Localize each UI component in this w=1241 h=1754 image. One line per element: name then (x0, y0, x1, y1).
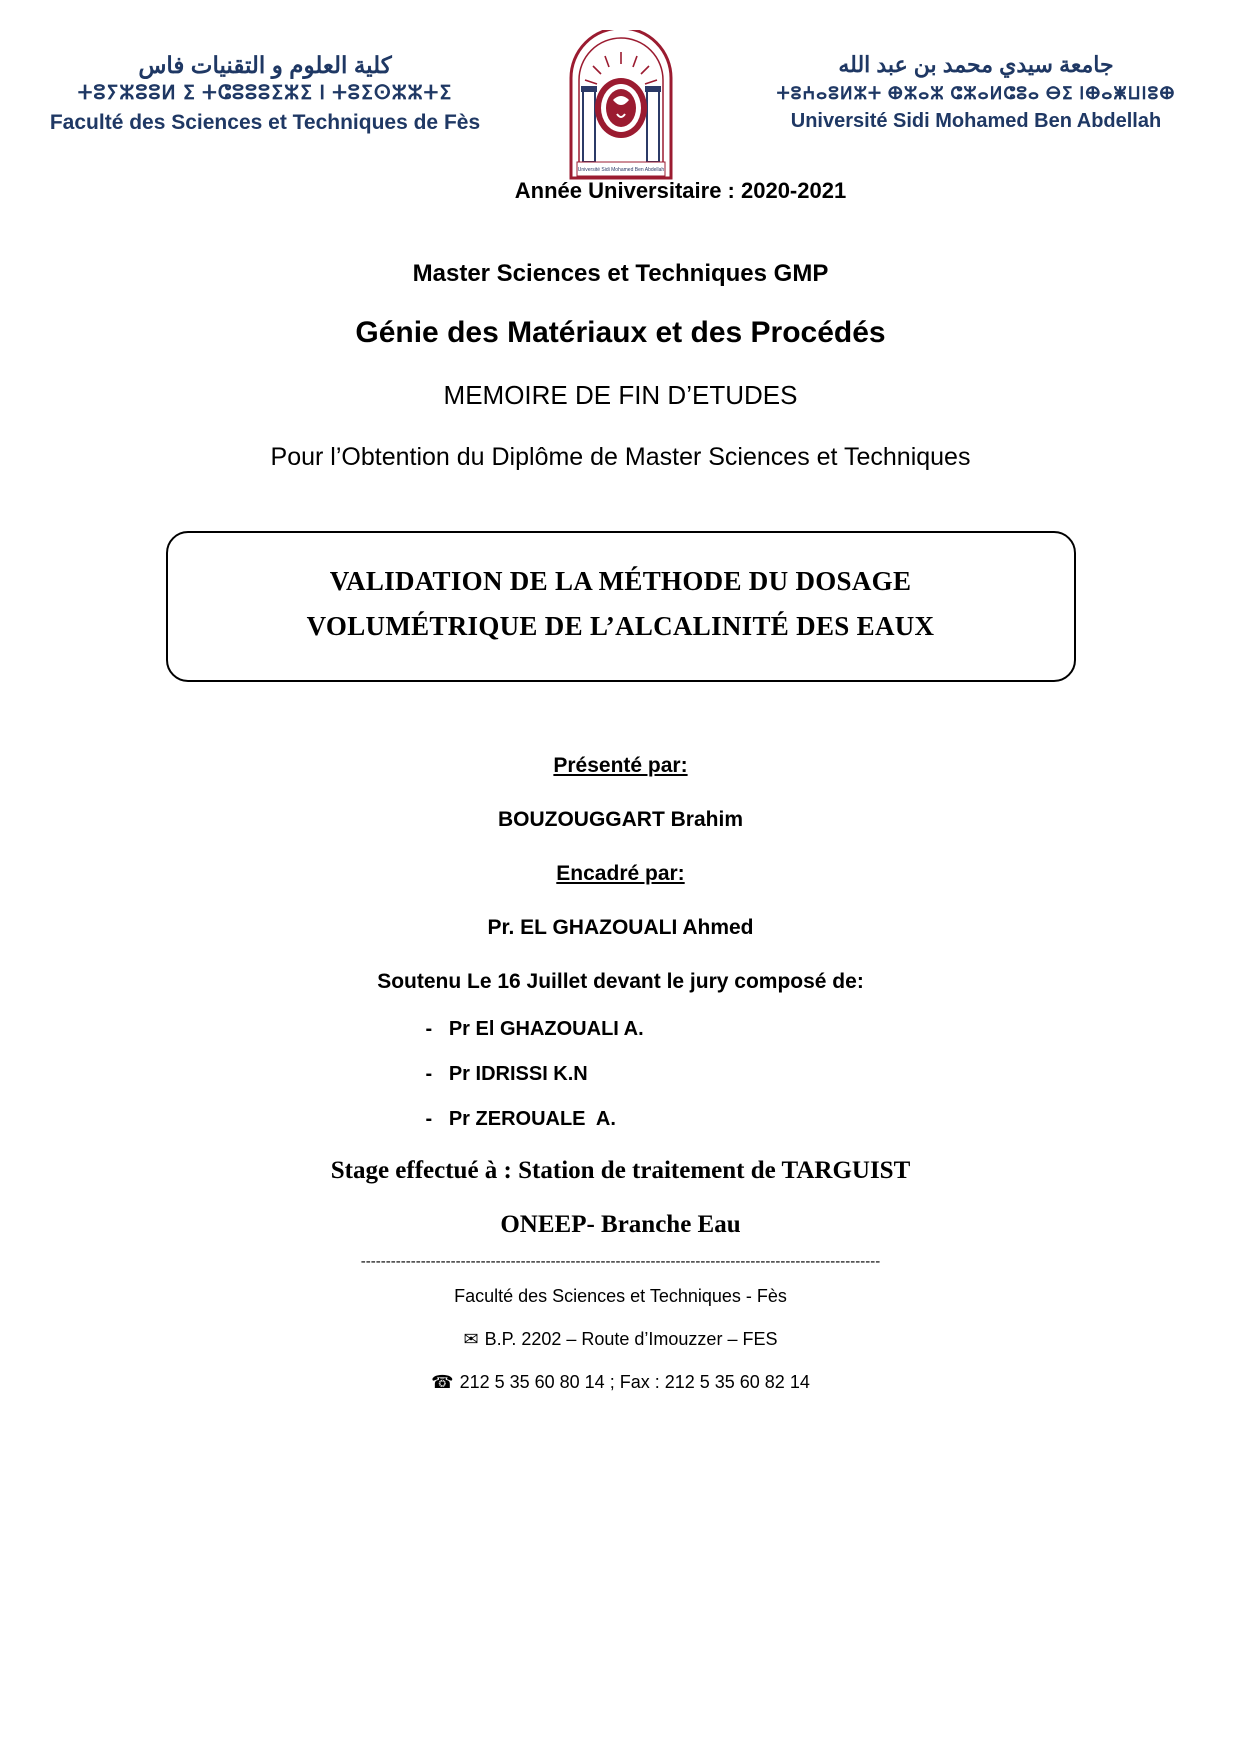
document-type-line: MEMOIRE DE FIN D’ETUDES (443, 380, 798, 410)
internship-location: Stage effectué à : Station de traitement de TARGUIST (330, 1157, 911, 1185)
author-name: BOUZOUGGART Brahim (497, 808, 743, 832)
thesis-title-line-2: VOLUMÉTRIQUE DE L’ALCALINITÉ DES EAUX (306, 611, 935, 642)
specialty-line: Génie des Matériaux et des Procédés (355, 316, 886, 349)
jury-list (386, 1018, 856, 1131)
supervisor-name: Pr. EL GHAZOUALI Ahmed (487, 916, 754, 940)
internship-organization: ONEEP- Branche Eau (500, 1211, 741, 1239)
thesis-title-box (166, 531, 1076, 683)
university-seal-logo (546, 24, 696, 180)
footer-divider: -------------------------------------------------------------------------------------------------------- (360, 1253, 881, 1271)
supervised-by-label: Encadré par: (556, 862, 685, 886)
footer-address-text: B.P. 2202 – Route d’Imouzzer – FES (484, 1329, 778, 1350)
faculty-name-tifinagh: ⵜⵓⵢⵣⵓⵓⵍ ⵉ ⵜⵛⵓⵓⵓⵉⵣⵉ ⵏ ⵜⵓⵉⵙⵣⵣⵜⵉ (77, 83, 453, 105)
presented-by-label: Présenté par: (553, 754, 688, 778)
authorship-block (0, 754, 1241, 1131)
university-name-french: Université Sidi Mohamed Ben Abdellah (790, 110, 1162, 133)
jury-member: - Pr ZEROUALE A. (425, 1108, 616, 1131)
footer-phone-line (0, 1372, 1241, 1393)
faculty-name-french: Faculté des Sciences et Techniques de Fès (49, 110, 481, 134)
faculty-name-arabic: كلية العلوم و التقنيات فاس (138, 52, 392, 78)
defense-line: Soutenu Le 16 Juillet devant le jury composé de: (377, 970, 864, 994)
jury-member: - Pr IDRISSI K.N (425, 1063, 588, 1086)
page-header (0, 0, 1241, 173)
program-block (0, 260, 1241, 477)
mail-icon: ✉ (463, 1329, 479, 1350)
svg-text:Université Sidi Mohamed Ben Ab: Université Sidi Mohamed Ben Abdellah (577, 167, 664, 173)
university-identity-block (741, 24, 1211, 136)
university-seal-svg (551, 30, 691, 180)
footer-address-line (0, 1329, 1241, 1350)
thesis-title-line-1: VALIDATION DE LA MÉTHODE DU DOSAGE (329, 565, 912, 596)
footer-phone-text: 212 5 35 60 80 14 ; Fax : 212 5 35 60 82 14 (459, 1372, 810, 1393)
faculty-identity-block (30, 24, 500, 137)
academic-year: Année Universitaire : 2020-2021 (514, 178, 847, 203)
page-footer (0, 1286, 1241, 1393)
internship-block (0, 1157, 1241, 1239)
purpose-line: Pour l’Obtention du Diplôme de Master Sciences et Techniques (270, 443, 971, 471)
university-name-arabic: جامعة سيدي محمد بن عبد الله (838, 52, 1114, 77)
jury-member: - Pr El GHAZOUALI A. (425, 1018, 644, 1041)
master-program-line: Master Sciences et Techniques GMP (412, 260, 829, 287)
footer-institution: Faculté des Sciences et Techniques - Fès (454, 1286, 787, 1307)
telephone-icon: ☎ (431, 1372, 454, 1393)
university-name-tifinagh: ⵜⵓⵄⴰⵓⵍⵣⵜ ⴲⵣⴰⵣ ⵛⵣⴰⵍⵛⵓⴰ ⴱⵉ ⵏⴲⴰⵥⵡⵏⵓⴲ (776, 83, 1176, 103)
